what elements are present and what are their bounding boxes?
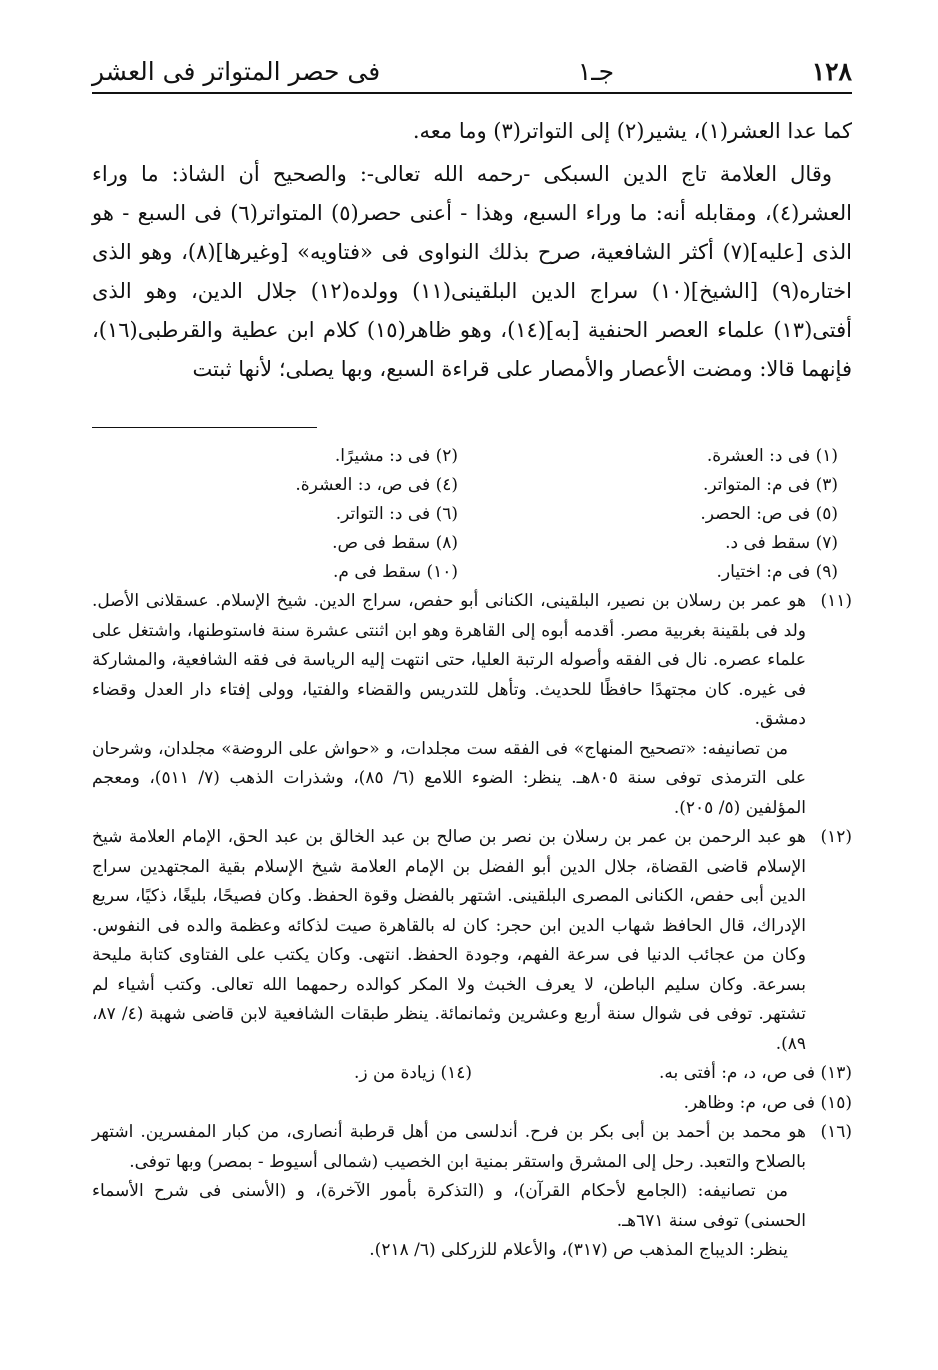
footnote-11 — [92, 587, 852, 735]
main-paragraph: وقال العلامة تاج الدين السبكى -رحمه الله تعالى-: والصحيح أن الشاذ: ما وراء العشر(٤)، ومقابله أنه: ما وراء السبع، وهذا - أعنى حصر(٥) المتواتر(٦) فى السبع - هو الذى [عليه](٧) أكثر الشافعية، صرح بذلك النواوى فى «فتاويه» [وغيرها](٨)، وهو الذى اختاره(٩) [الشيخ](١٠) سراج الدين البلقينى(١١) وولده(١٢) جلال الدين، وهو الذى أفتى(١٣) علماء العصر الحنفية [به](١٤)، وهو ظاهر(١٥) كلام ابن عطية والقرطبى(١٦)، فإنهما قالا: ومضت الأعصار والأمصار على قراءة السبع، وبها يصلى؛ لأنها ثبتت — [92, 162, 853, 381]
footnote: (١٠) سقط فى م. — [333, 562, 458, 582]
footnote-number: (١٢) — [820, 827, 852, 847]
footnote: (٩) فى م: اختيار. — [716, 562, 838, 582]
footnote-11-works: من تصانيفه: «تصحيح المنهاج» فى الفقه ست مجلدات، و «حواش على الروضة» مجلدان، وشرحان على الترمذى توفى سنة ٨٠٥هـ. ينظر: الضوء اللامع (٦/ ٨٥)، وشذرات الذهب (٧/ ٥١١)، ومعجم المؤلفين (٥/ ٢٠٥). — [92, 738, 807, 818]
footnote: (٧) سقط فى د. — [725, 533, 838, 553]
footnote-16-works: من تصانيفه: (الجامع لأحكام القرآن)، و (التذكرة بأمور الآخرة)، و (الأسنى فى شرح الأسماء الحسنى) توفى سنة ٦٧١هـ. — [92, 1181, 806, 1231]
header-rule — [92, 92, 852, 94]
running-header — [92, 46, 852, 86]
footnote: (١٣) فى ص، د، م: أفتى به. — [658, 1063, 852, 1083]
footnote-15: (١٥) فى ص، م: وظاهر. — [683, 1092, 852, 1113]
footnote-text: هو عبد الرحمن بن عمر بن رسلان بن نصر بن صالح بن عبد الخالق بن عبد الحق، الإمام العلامة شيخ الإسلام قاضى القضاة، جلال الدين أبو الفضل بن الإمام العلامة شيخ الإسلام بقية المجتهدين سراج الدين أبى حفص، الكنانى المصرى البلقينى. اشتهر بالفضل وقوة الحفظ. وكان فصيحًا، بليغًا، ذكيًا، سريع الإدراك، قال الحافظ شهاب الدين ابن حجر: كان له بالقاهرة صيت لذكائه وعظمة والده فى النفوس. وكان من عجائب الدنيا فى سرعة الفهم، وجودة الحفظ. انتهى. وكان يكتب على الفتاوى كتابة مليحة بسرعة. وكان سليم الباطن، لا يعرف الخبث ولا المكر كوالده رحمهما الله تعالى. وكتب أشياء لم تشتهر. توفى فى شوال سنة أربع وعشرين وثمانمائة. ينظر طبقات الشافعية لابن قاضى شهبة (٤/ ٨٧، ٨٩). — [92, 827, 806, 1054]
footnote: (١) فى د: العشرة. — [706, 446, 838, 466]
footnote: (٥) فى ص: الحصر. — [700, 504, 838, 524]
footnote-text: هو محمد بن أحمد بن أبى بكر بن فرح. أندلسى من أهل قرطبة أنصارى، من كبار المفسرين. اشتهر بالصلاح والتعبد. رحل إلى المشرق واستقر بمنية ابن الخصيب (شمالى أسيوط - بمصر) وبها توفى. — [92, 1122, 806, 1172]
footnote: (٦) فى د: التواتر. — [335, 504, 458, 524]
footnote: (٢) فى د: مشيرًا. — [334, 446, 458, 466]
footnote-rule — [92, 427, 317, 428]
page-number: ١٢٨ — [811, 57, 852, 86]
volume-label: جـ١ — [577, 57, 615, 86]
footnote: (٣) فى م: المتواتر. — [702, 475, 838, 495]
main-paragraph: كما عدا العشر(١)، يشير(٢) إلى التواتر(٣) وما معه. — [412, 119, 852, 143]
footnotes-short — [92, 442, 852, 587]
footnote-12 — [92, 823, 852, 1059]
footnote-number: (١١) — [820, 591, 852, 611]
footnote-16-refs: ينظر: الديباج المذهب ص (٣١٧)، والأعلام للزركلى (٦/ ٢١٨). — [369, 1240, 788, 1260]
footnote-number: (١٦) — [820, 1122, 852, 1142]
footnote-13-14 — [92, 1059, 852, 1089]
book-title: فى حصر المتواتر فى العشر — [92, 57, 381, 86]
footnotes-long — [92, 587, 852, 1266]
main-text — [92, 112, 852, 389]
footnote: (٤) فى ص، د: العشرة. — [295, 475, 458, 495]
footnote: (٨) سقط فى ص. — [332, 533, 458, 553]
footnote-16 — [92, 1118, 852, 1177]
footnote: (١٤) زيادة من ز. — [353, 1063, 472, 1083]
footnote-text: هو عمر بن رسلان بن نصير، البلقينى، الكنانى أبو حفص، سراج الدين. شيخ الإسلام. عسقلانى الأصل. ولد فى بلقينة بغربية مصر. أقدمه أبوه إلى القاهرة وهو ابن اثنتى عشرة سنة فاستوطنها، واشتغل على علماء عصره. نال فى الفقه وأصوله الرتبة العليا، حتى انتهت إليه الرياسة فى فقه الشافعية، والمشاركة فى غيره. كان مجتهدًا حافظًا للحديث. وتأهل للتدريس والقضاء والفتيا، وولى إفتاء دار العدل وقضاء دمشق. — [92, 591, 806, 729]
book-page — [92, 46, 852, 1346]
